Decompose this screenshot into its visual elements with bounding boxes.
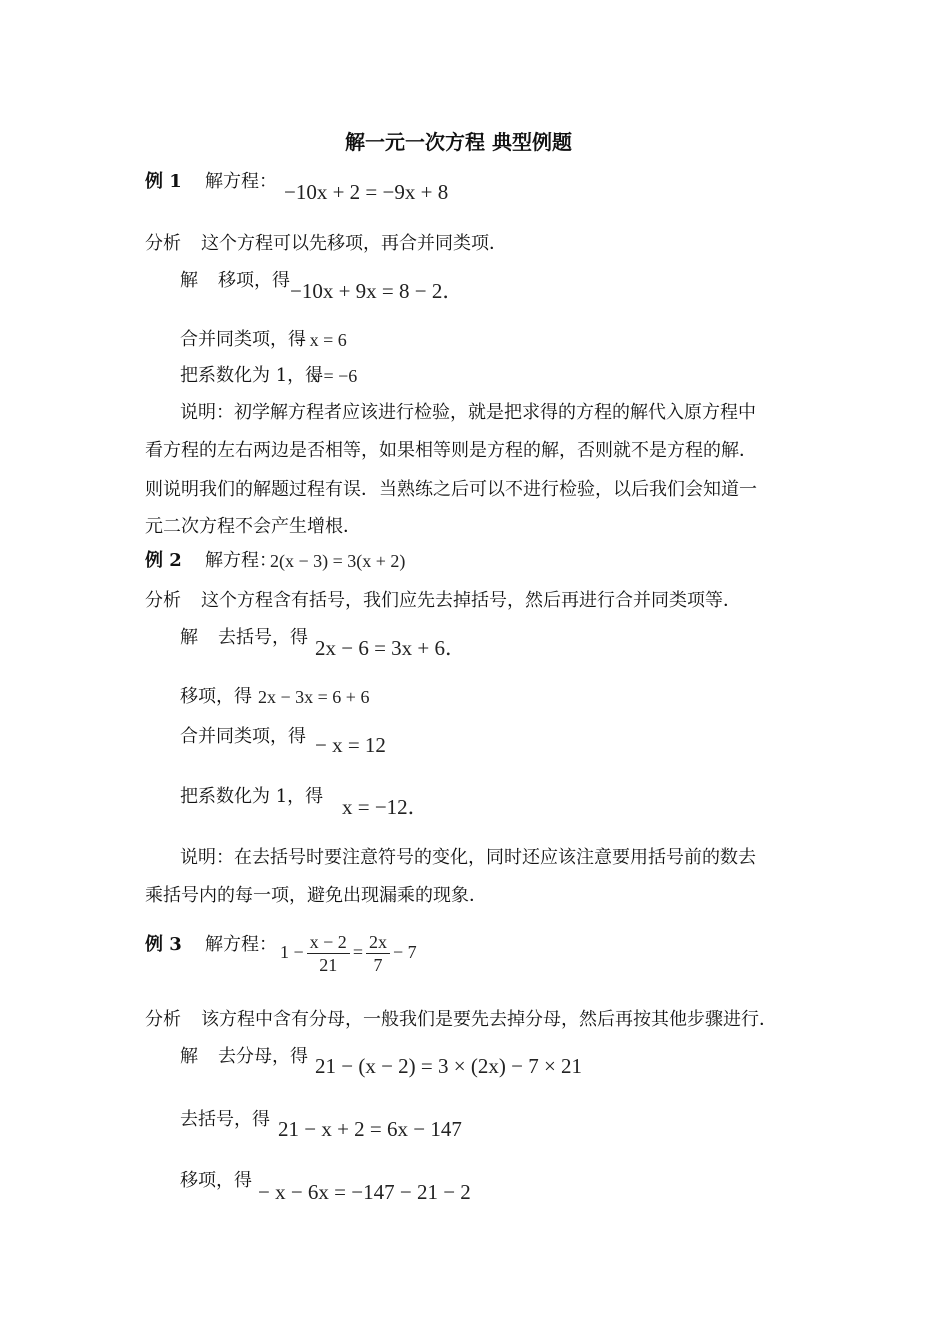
example-2-solution-label: 解	[180, 627, 198, 648]
example-2-step-2-equation: 2x − 3x = 6 + 6	[258, 687, 370, 707]
example-1-step-1: 移项，得	[218, 270, 290, 291]
example-1-note-line-3: 则说明我们的解题过程有误．当熟练之后可以不进行检验，以后我们会知道一	[145, 479, 757, 500]
example-3-step-3-equation: − x − 6x = −147 − 21 − 2	[258, 1180, 471, 1204]
example-1-note-line-1: 说明：初学解方程者应该进行检验，就是把求得的方程的解代入原方程中	[180, 402, 756, 423]
example-2-analysis: 这个方程含有括号，我们应先去掉括号，然后再进行合并同类项等．	[201, 590, 741, 611]
example-3-fraction-1-denominator: 21	[319, 955, 338, 976]
example-3-step-2: 去括号，得	[180, 1109, 270, 1130]
example-2-step-1: 去括号，得	[218, 627, 308, 648]
example-3-analysis-label: 分析	[145, 1009, 181, 1030]
example-1-solution-label: 解	[180, 270, 198, 291]
example-3-fraction-2-denominator: 7	[373, 955, 383, 976]
example-3-fraction-1-numerator: x − 2	[307, 931, 350, 954]
example-2-step-3: 合并同类项，得	[180, 726, 306, 747]
example-1-step-3: 把系数化为 1，得	[180, 365, 324, 386]
example-2-label: 例 2	[145, 550, 182, 571]
example-3-equation-equals: =	[352, 942, 363, 962]
example-1-step-2-equation: − x = 6	[295, 330, 347, 350]
example-1-step-2: 合并同类项，得	[180, 329, 306, 350]
example-2-step-4: 把系数化为 1，得	[180, 786, 324, 807]
example-1-note-line-2: 看方程的左右两边是否相等，如果相等则是方程的解，否则就不是方程的解．	[145, 440, 757, 461]
example-1-note-line-4: 元二次方程不会产生增根．	[145, 516, 361, 537]
example-1-prompt: 解方程：	[205, 171, 277, 192]
example-2-analysis-label: 分析	[145, 590, 181, 611]
example-3-fraction-2-numerator: 2x	[366, 931, 390, 954]
example-2-note-line-2: 乘括号内的每一项，避免出现漏乘的现象．	[145, 885, 487, 906]
example-3-step-1-equation: 21 − (x − 2) = 3 × (2x) − 7 × 21	[315, 1054, 583, 1078]
example-3-analysis: 该方程中含有分母，一般我们是要先去掉分母，然后再按其他步骤进行．	[201, 1009, 777, 1030]
example-3-step-1: 去分母，得	[218, 1046, 308, 1067]
example-1-step-1-equation: −10x + 9x = 8 − 2．	[290, 279, 464, 303]
example-3-fraction-2	[366, 931, 390, 976]
example-1-step-3-equation: x = −6	[310, 366, 358, 386]
example-2-step-4-equation: x = −12．	[342, 795, 429, 819]
page-title: 解一元一次方程 典型例题	[345, 130, 572, 154]
example-1-equation: −10x + 2 = −9x + 8	[284, 180, 449, 204]
example-3-solution-label: 解	[180, 1046, 198, 1067]
example-1-analysis: 这个方程可以先移项，再合并同类项．	[201, 233, 507, 254]
example-2-prompt: 解方程：	[205, 550, 277, 571]
example-3-label: 例 3	[145, 934, 182, 955]
example-2-step-1-equation: 2x − 6 = 3x + 6．	[315, 636, 467, 660]
example-3-prompt: 解方程：	[205, 934, 277, 955]
example-2-step-3-equation: − x = 12	[315, 733, 386, 757]
example-3-step-2-equation: 21 − x + 2 = 6x − 147	[278, 1117, 462, 1141]
example-2-note-line-1: 说明：在去括号时要注意符号的变化，同时还应该注意要用括号前的数去	[180, 847, 756, 868]
example-2-step-2: 移项，得	[180, 686, 252, 707]
example-3-equation-rhs: − 7	[392, 942, 417, 962]
example-3-step-3: 移项，得	[180, 1170, 252, 1191]
example-2-equation: 2(x − 3) = 3(x + 2)	[270, 551, 406, 571]
example-3-fraction-1	[307, 931, 350, 976]
example-3-equation	[280, 930, 417, 976]
example-3-equation-lhs: 1 −	[280, 942, 304, 962]
example-1-label: 例 1	[145, 171, 182, 192]
example-1-analysis-label: 分析	[145, 233, 181, 254]
